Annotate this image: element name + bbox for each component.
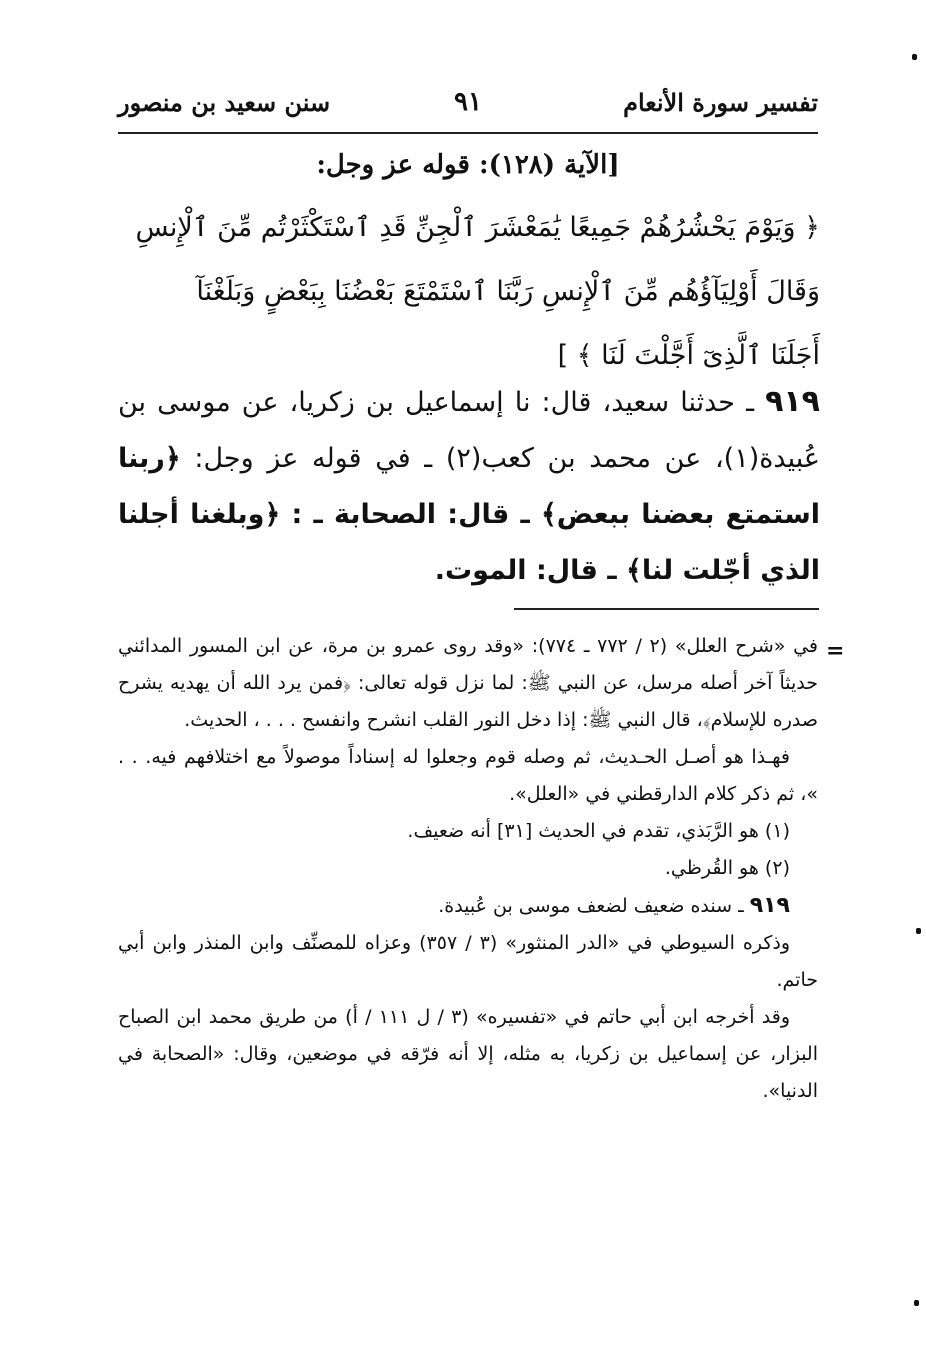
quran-verse bbox=[130, 196, 820, 388]
verse-line: أَجَلَنَا ٱلَّذِىٓ أَجَّلْتَ لَنَا ﴾ ] bbox=[557, 340, 820, 371]
footnote-paragraph: وذكره السيوطي في «الدر المنثور» (٣ / ٣٥٧) وعزاه للمصنِّف وابن المنذر وابن أبي حاتم. bbox=[118, 932, 818, 991]
footnote-919-text: ـ سنده ضعيف لضعف موسى بن عُبيدة. bbox=[438, 895, 750, 917]
footnote-1: (١) هو الرَّبَذي، تقدم في الحديث [٣١] أنه ضعيف. bbox=[407, 820, 790, 842]
hadith-quote: ﴿ربنا استمتع بعضنا ببعض﴾ ـ قال: الصحابة ـ : ﴿وبلغنا أجلنا الذي أجّلت لنا﴾ ـ قال: الموت. bbox=[118, 443, 820, 586]
footnote-paragraph: وقد أخرجه ابن أبي حاتم في «تفسيره» (٣ / ل ١١١ / أ) من طريق محمد ابن الصباح البزار، عن إسماعيل بن زكريا، به مثله، إلا أنه فرّقه في موضعين، وقال: «الصحابة في الدنيا». bbox=[118, 1006, 818, 1102]
header-surah-title: تفسير سورة الأنعام bbox=[623, 87, 818, 117]
footnotes bbox=[118, 628, 818, 1110]
scan-speck bbox=[912, 54, 917, 60]
hadith-number: ٩١٩ bbox=[765, 384, 820, 419]
header-book-title: سنن سعيد بن منصور bbox=[118, 87, 331, 117]
running-header bbox=[118, 82, 818, 122]
footnote-paragraph: فهـذا هو أصـل الحـديث، ثم وصله قوم وجعلوا له إسناداً موصولاً مع اختلافهم فيه. . . »، ثم ذكر كلام الدارقطني في «العلل». bbox=[118, 746, 818, 805]
hadith-chain: ـ حدثنا سعيد، قال: نا إسماعيل بن زكريا، عن موسى بن عُبيدة(١)، عن محمد بن كعب(٢) ـ في قوله عز وجل: bbox=[118, 387, 820, 474]
footnote-919 bbox=[118, 887, 818, 925]
page-number: ٩١ bbox=[454, 87, 482, 117]
continuation-mark: = bbox=[826, 638, 845, 664]
scan-speck bbox=[916, 928, 921, 934]
footnote-separator bbox=[514, 608, 819, 610]
footnote-919-number: ٩١٩ bbox=[749, 893, 790, 918]
verse-line: ﴿ وَيَوْمَ يَحْشُرُهُمْ جَمِيعًا يَٰمَعْشَرَ ٱلْجِنِّ قَدِ ٱسْتَكْثَرْتُم مِّنَ ٱلْإِنسِ bbox=[135, 212, 820, 243]
footnote-2: (٢) هو القُرظي. bbox=[664, 857, 790, 879]
scan-speck bbox=[914, 1300, 919, 1306]
footnote-paragraph: في «شرح العلل» (٢ / ٧٧٢ ـ ٧٧٤): «وقد روى عمرو بن مرة، عن ابن المسور المدائني حديثاً آخر أصله مرسل، عن النبي ﷺ: لما نزل قوله تعالى: ﴿فمن يرد الله أن يهديه يشرح صدره للإسلام﴾، قال النبي ﷺ: إذا دخل النور القلب انشرح وانفسح . . . ، الحديث. bbox=[118, 635, 818, 731]
verse-heading: [الآية (١٢٨): قوله عز وجل: bbox=[316, 150, 620, 180]
hadith-text bbox=[118, 374, 820, 599]
verse-line: وَقَالَ أَوْلِيَآؤُهُم مِّنَ ٱلْإِنسِ رَبَّنَا ٱسْتَمْتَعَ بَعْضُنَا بِبَعْضٍ وَبَلَغْنَآ bbox=[196, 276, 820, 307]
header-rule bbox=[118, 132, 818, 134]
